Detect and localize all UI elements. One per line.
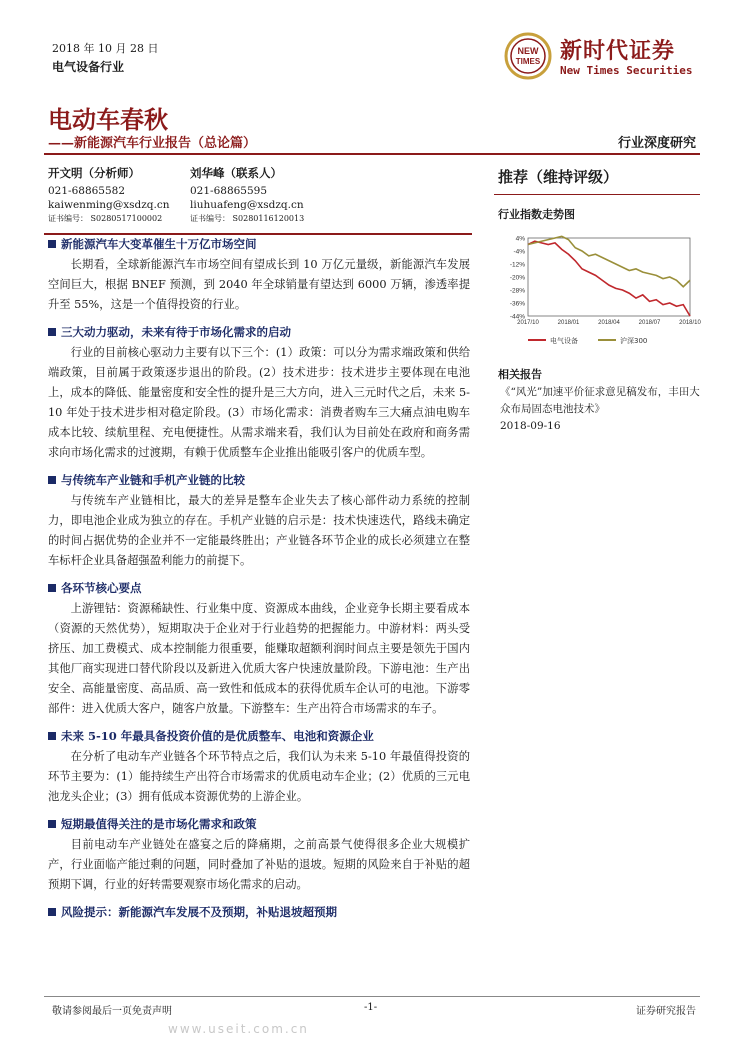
section-body: 长期看，全球新能源汽车市场空间有望成长到 10 万亿元量级，新能源汽车发展空间巨大，根据 BNEF 预测，到 2040 年全球销量有望达到 6000 万辆，渗透率提升至 55%，这是一个值得投资的行业。 xyxy=(48,258,470,311)
section-body: 目前电动车产业链处在盛宴之后的降痛期，之前高景气使得很多企业大规模扩产，行业面临产能过剩的问题，同时叠加了补贴的退坡。短期的风险来自于补贴的超预期下调，行业的好转需要观察市场化需求的启动。 xyxy=(48,838,470,891)
section-title: 各环节核心要点 xyxy=(48,580,470,596)
related-report-link[interactable]: 《“风光”加速平价征求意见稿发布，丰田大众布局固态电池技术》 xyxy=(500,386,700,415)
footer-disclaimer[interactable]: 敬请参阅最后一页免责声明 xyxy=(52,1006,172,1017)
bullet-icon xyxy=(48,476,56,484)
svg-text:NEW: NEW xyxy=(517,46,539,56)
related-report-date: 2018-09-16 xyxy=(500,420,561,432)
analyst-cert: 证书编号： S0280517100002 xyxy=(48,214,163,223)
bullet-icon xyxy=(48,240,56,248)
x-tick-label: 2018/10 xyxy=(679,320,701,326)
analyst-divider xyxy=(44,233,472,235)
page-number: -1- xyxy=(364,1002,378,1013)
watermark: www.useit.com.cn xyxy=(168,1022,309,1036)
section-body: 在分析了电动车产业链各个环节特点之后，我们认为未来 5-10 年最值得投资的环节主要为：(1）能持续生产出符合市场需求的优质电动车企业；(2）优质的三元电池龙头企业；(3）拥有低成本资源优势的上游企业。 xyxy=(48,750,470,803)
header-divider xyxy=(44,153,700,155)
report-title: 电动车春秋 xyxy=(48,105,168,134)
bullet-icon xyxy=(48,328,56,336)
section-body: 与传统车产业链相比，最大的差异是整车企业失去了核心部件动力系统的控制力，即电池企业成为独立的存在。手机产业链的启示是：技术快速迭代，路线未确定的时间占据优势的企业并不一定能最终胜出；产业链各环节企业的成长必须建立在整车标杆企业具备超强盈利能力的前提下。 xyxy=(48,494,470,567)
analyst-phone: 021-68865595 xyxy=(190,185,268,197)
y-tick-label: -4% xyxy=(513,248,525,256)
section-body: 行业的目前核心驱动力主要有以下三个：(1）政策：可以分为需求端政策和供给端政策，目前属于政策逐步退出的阶段。(2）技术进步：技术进步主要体现在电池上，成本的降低、能量密度和安全性的提升是三大方向，进入三元时代之后，未来 5-10 年处于技术进步相对稳定阶段。(3）市场化需求：消费者购车三大痛点油电购车成本比较、续航里程、充电便捷性。从需求端来看，我们认为目前处在政府和商务需求向市场化需求的过渡期，有赖于优质整车企业推出能吸引客户的优质车型。 xyxy=(48,346,470,459)
index-trend-chart xyxy=(498,228,701,353)
bullet-icon xyxy=(48,732,56,740)
main-content xyxy=(48,236,470,920)
section-body: 上游锂钴：资源稀缺性、行业集中度、资源成本曲线，企业竞争长期主要看成本（资源的天然优势），短期取决于企业对于行业趋势的把握能力。中游材料：两头受挤压、加工费模式、成本控制能力很重要，能赚取超额利润时间点主要是领先于国内其他厂商实现进口替代阶段以及新进入优质大客户快速放量阶段。下游电池：生产出安全、高能量密度、高品质、高一致性和低成本的获得优质车企认可的电池。下游零部件：进入优质大客户，随客户放量。下游整车：生产出符合市场需求的车子。 xyxy=(48,602,470,715)
section-title: 短期最值得关注的是市场化需求和政策 xyxy=(48,816,470,832)
section-title: 风险提示：新能源汽车发展不及预期，补贴退坡超预期 xyxy=(48,904,470,920)
section-title: 新能源汽车大变革催生十万亿市场空间 xyxy=(48,236,470,252)
x-tick-label: 2018/07 xyxy=(638,320,661,326)
footer-report-label: 证券研究报告 xyxy=(636,1006,696,1017)
x-tick-label: 2018/04 xyxy=(598,320,620,326)
bullet-icon xyxy=(48,584,56,592)
chart-title: 行业指数走势图 xyxy=(498,208,575,221)
brand-name-cn: 新时代证券 xyxy=(560,38,676,64)
y-tick-label: -44% xyxy=(509,313,525,321)
analyst-cert: 证书编号： S0280116120013 xyxy=(190,214,305,223)
section-title: 未来 5-10 年最具备投资价值的是优质整车、电池和资源企业 xyxy=(48,728,470,744)
report-subtitle: ——新能源汽车行业报告（总论篇） xyxy=(48,136,257,151)
new-times-logo-icon xyxy=(502,30,558,82)
brand-name-en: New Times Securities xyxy=(560,64,693,77)
report-type: 行业深度研究 xyxy=(617,136,696,151)
brand-logo xyxy=(502,30,702,85)
related-report-item[interactable] xyxy=(500,384,700,435)
analyst-email: kaiwenming@xsdzq.cn xyxy=(48,199,170,211)
svg-text:TIMES: TIMES xyxy=(515,57,541,66)
bullet-icon xyxy=(48,820,56,828)
y-tick-label: -28% xyxy=(509,287,525,295)
report-date: 2018 年 10 月 28 日 xyxy=(52,42,159,55)
industry-label: 电气设备行业 xyxy=(52,60,125,74)
legend-label: 沪深300 xyxy=(620,337,648,345)
y-tick-label: 4% xyxy=(515,235,525,243)
sidebar-divider xyxy=(494,194,700,195)
analyst-email: liuhuafeng@xsdzq.cn xyxy=(190,199,304,211)
y-tick-label: -36% xyxy=(509,300,525,308)
x-tick-label: 2018/01 xyxy=(557,320,580,326)
analyst-phone: 021-68865582 xyxy=(48,185,126,197)
related-reports-title: 相关报告 xyxy=(498,368,542,381)
section-title: 与传统车产业链和手机产业链的比较 xyxy=(48,472,470,488)
analyst-name: 开文明（分析师） xyxy=(48,166,140,180)
section-title: 三大动力驱动，未来有待于市场化需求的启动 xyxy=(48,324,470,340)
analyst-card xyxy=(48,166,170,226)
x-tick-label: 2017/10 xyxy=(517,320,539,326)
y-tick-label: -12% xyxy=(509,261,525,269)
analyst-name: 刘华峰（联系人） xyxy=(190,166,282,180)
rating-label: 推荐（维持评级） xyxy=(498,168,619,186)
analyst-card xyxy=(190,166,304,226)
legend-label: 电气设备 xyxy=(550,337,578,345)
y-tick-label: -20% xyxy=(509,274,525,282)
bullet-icon xyxy=(48,908,56,916)
footer-divider xyxy=(44,996,700,997)
